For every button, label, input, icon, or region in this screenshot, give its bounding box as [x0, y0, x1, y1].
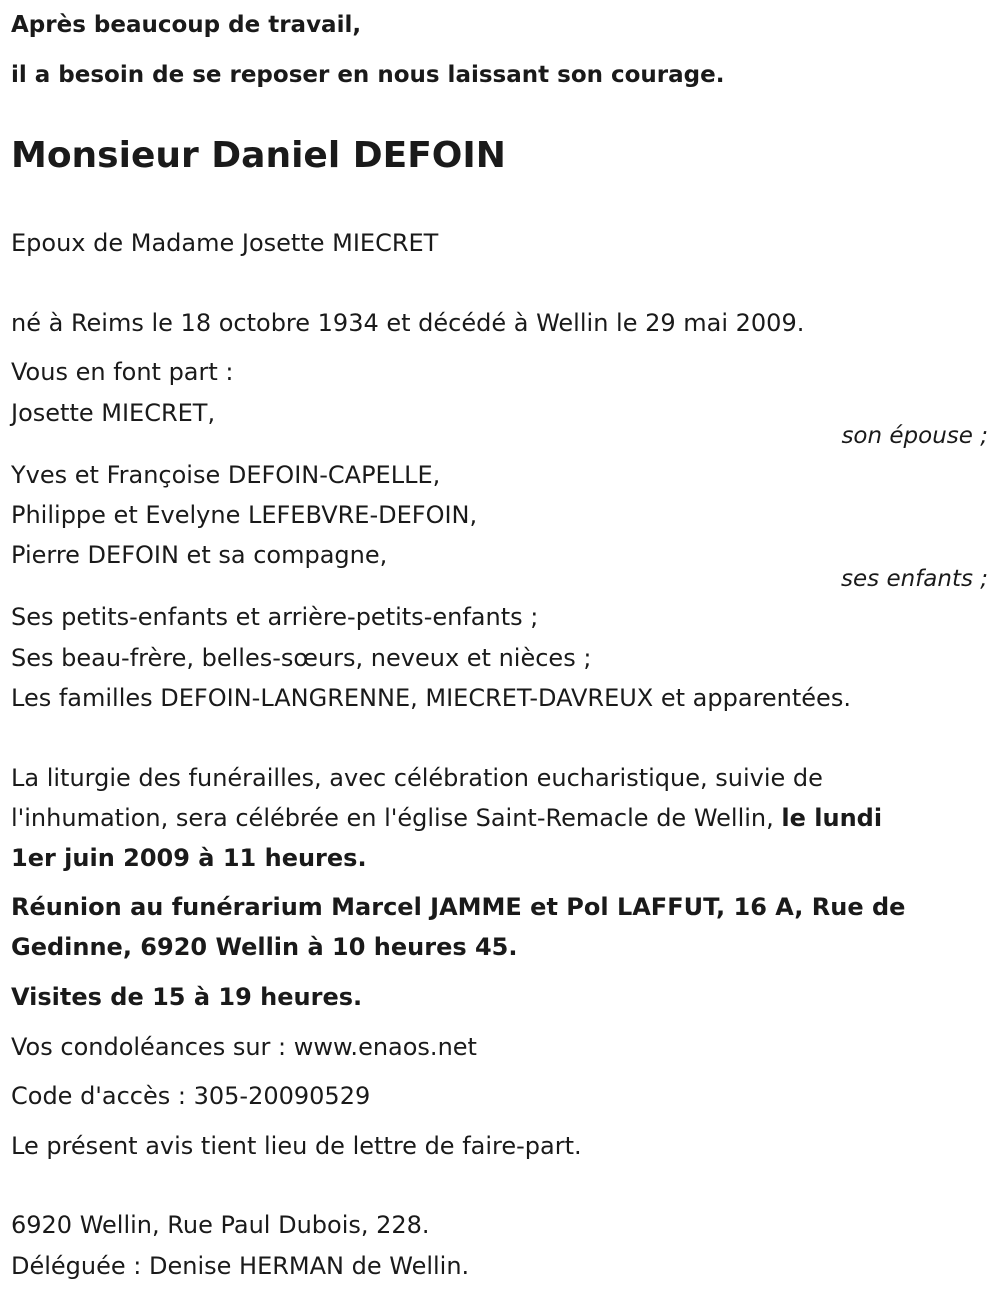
spouse-line: Epoux de Madame Josette MIECRET	[11, 229, 439, 257]
funeral-date-time: 1er juin 2009 à 11 heures.	[11, 844, 367, 872]
relatives-line: Ses petits-enfants et arrière-petits-enfants ;	[11, 603, 539, 631]
spouse-name: Josette MIECRET,	[11, 399, 216, 427]
funeral-day: le lundi	[781, 804, 883, 832]
delegate-line: Déléguée : Denise HERMAN de Wellin.	[11, 1252, 470, 1280]
notice-line: Le présent avis tient lieu de lettre de faire-part.	[11, 1132, 582, 1160]
child-line: Philippe et Evelyne LEFEBVRE-DEFOIN,	[11, 501, 478, 529]
funeral-line-2	[11, 803, 882, 833]
child-line: Yves et Françoise DEFOIN-CAPELLE,	[11, 461, 441, 489]
spouse-relation: son épouse ;	[841, 423, 988, 449]
access-code-line: Code d'accès : 305-20090529	[11, 1082, 371, 1110]
funeral-line-1: La liturgie des funérailles, avec célébration eucharistique, suivie de	[11, 764, 823, 792]
relatives-line: Ses beau-frère, belles-sœurs, neveux et nièces ;	[11, 644, 592, 672]
relatives-line: Les familles DEFOIN-LANGRENNE, MIECRET-DAVREUX et apparentées.	[11, 684, 851, 712]
visits-line: Visites de 15 à 19 heures.	[11, 983, 363, 1011]
reunion-line-1: Réunion au funérarium Marcel JAMME et Pol LAFFUT, 16 A, Rue de	[11, 893, 906, 921]
children-relation: ses enfants ;	[841, 566, 988, 592]
family-intro: Vous en font part :	[11, 358, 234, 386]
deceased-name: Monsieur Daniel DEFOIN	[11, 135, 506, 176]
reunion-line-2: Gedinne, 6920 Wellin à 10 heures 45.	[11, 933, 518, 961]
condolences-line: Vos condoléances sur : www.enaos.net	[11, 1033, 477, 1061]
child-line: Pierre DEFOIN et sa compagne,	[11, 541, 388, 569]
epigraph-line-2: il a besoin de se reposer en nous laissant son courage.	[11, 62, 725, 88]
epigraph-line-1: Après beaucoup de travail,	[11, 12, 362, 38]
address-line: 6920 Wellin, Rue Paul Dubois, 228.	[11, 1211, 430, 1239]
funeral-line-2-text: l'inhumation, sera célébrée en l'église Saint-Remacle de Wellin,	[11, 804, 782, 832]
dates-line: né à Reims le 18 octobre 1934 et décédé à Wellin le 29 mai 2009.	[11, 309, 805, 337]
